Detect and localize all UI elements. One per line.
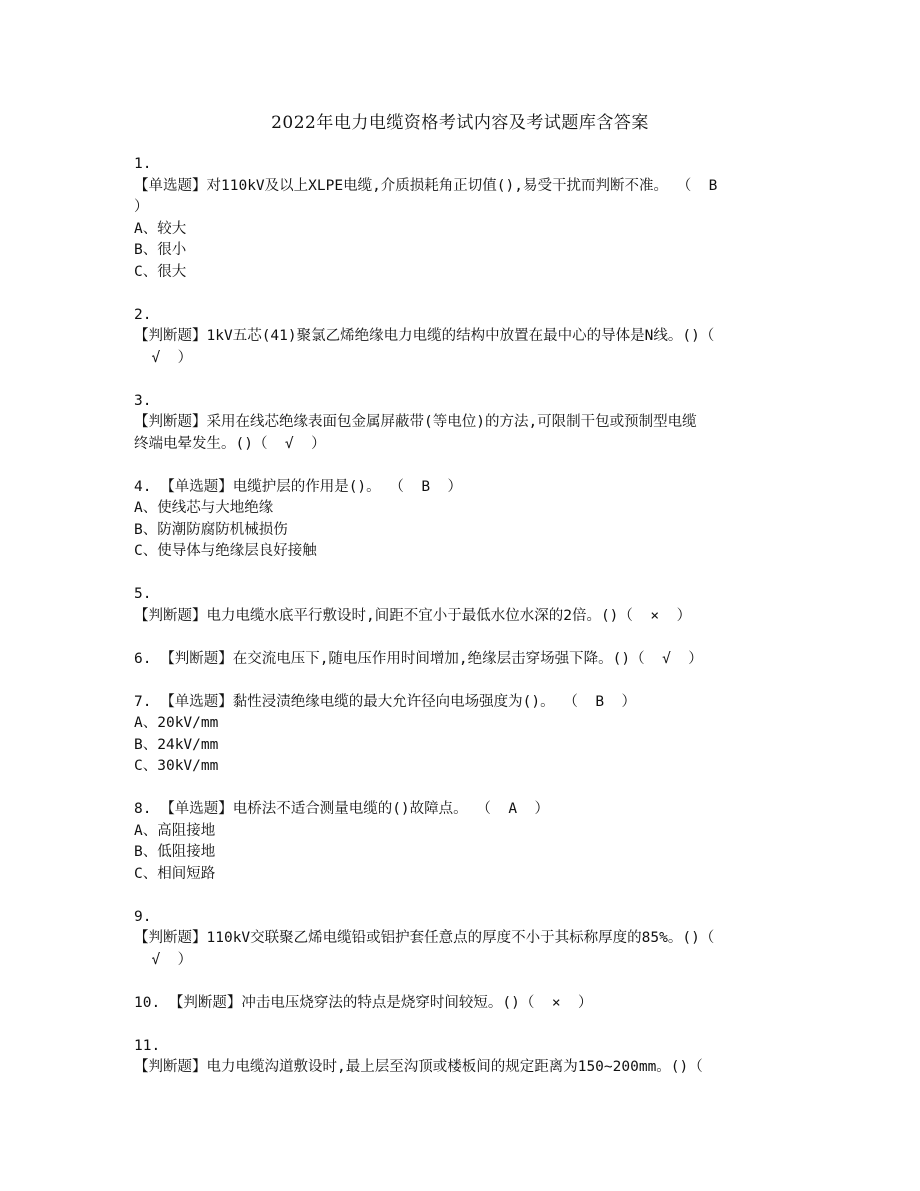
answer-option: A、20kV/mm — [134, 715, 219, 731]
document-title: 2022年电力电缆资格考试内容及考试题库含答案 — [271, 113, 649, 133]
question-number: 8. 【单选题】电桥法不适合测量电缆的()故障点。 （ A ） — [134, 801, 550, 817]
answer-option: C、30kV/mm — [134, 758, 219, 774]
question-text: 【判断题】110kV交联聚乙烯电缆铅或铝护套任意点的厚度不小于其标称厚度的85%。()（ — [134, 930, 715, 946]
answer-option: B、防潮防腐防机械损伤 — [134, 521, 288, 538]
question-number: 10. 【判断题】冲击电压烧穿法的特点是烧穿时间较短。()（ × ） — [134, 994, 593, 1011]
question-number: 6. 【判断题】在交流电压下,随电压作用时间增加,绝缘层击穿场强下降。()（ √ ） — [134, 650, 703, 667]
question-8 — [134, 799, 784, 885]
question-1 — [134, 154, 784, 283]
answer-option: C、很大 — [134, 263, 187, 280]
question-list — [134, 154, 784, 1100]
question-number: 9. — [134, 908, 152, 925]
question-7 — [134, 692, 784, 778]
question-text: 【判断题】采用在线芯绝缘表面包金属屏蔽带(等电位)的方法,可限制干包或预制型电缆 — [134, 414, 697, 430]
question-text: 【判断题】电力电缆水底平行敷设时,间距不宜小于最低水位水深的2倍。()（ × ） — [134, 607, 692, 624]
question-text: √ ） — [134, 951, 193, 968]
question-number: 1. — [134, 156, 152, 172]
question-text: √ ） — [134, 349, 193, 366]
answer-option: B、很小 — [134, 242, 187, 258]
question-2 — [134, 305, 784, 370]
question-text: 【单选题】对110kV及以上XLPE电缆,介质损耗角正切值(),易受干扰而判断不准。 （ B — [134, 177, 718, 194]
answer-option: C、相间短路 — [134, 865, 216, 882]
answer-option: B、24kV/mm — [134, 736, 219, 753]
question-10 — [134, 993, 784, 1015]
question-number: 3. — [134, 392, 152, 409]
answer-option: A、较大 — [134, 220, 187, 237]
question-5 — [134, 584, 784, 627]
question-number: 11. — [134, 1037, 161, 1054]
answer-option: A、使线芯与大地绝缘 — [134, 500, 274, 516]
question-3 — [134, 391, 784, 456]
question-number: 5. — [134, 586, 152, 602]
question-11 — [134, 1036, 784, 1079]
question-9 — [134, 907, 784, 972]
question-6 — [134, 649, 784, 671]
question-text: ） — [134, 199, 149, 215]
question-text: 终端电晕发生。()（ √ ） — [134, 435, 326, 452]
answer-option: B、低阻接地 — [134, 844, 216, 860]
question-text: 【判断题】1kV五芯(41)聚氯乙烯绝缘电力电缆的结构中放置在最中心的导体是N线。()（ — [134, 328, 715, 344]
question-number: 2. — [134, 306, 152, 323]
question-number: 7. 【单选题】黏性浸渍绝缘电缆的最大允许径向电场强度为()。 （ B ） — [134, 693, 637, 710]
question-4 — [134, 477, 784, 563]
question-text: 【判断题】电力电缆沟道敷设时,最上层至沟顶或楼板间的规定距离为150~200mm。()（ — [134, 1059, 703, 1075]
question-number: 4. 【单选题】电缆护层的作用是()。 （ B ） — [134, 478, 463, 495]
answer-option: C、使导体与绝缘层良好接触 — [134, 543, 317, 559]
answer-option: A、高阻接地 — [134, 822, 216, 839]
